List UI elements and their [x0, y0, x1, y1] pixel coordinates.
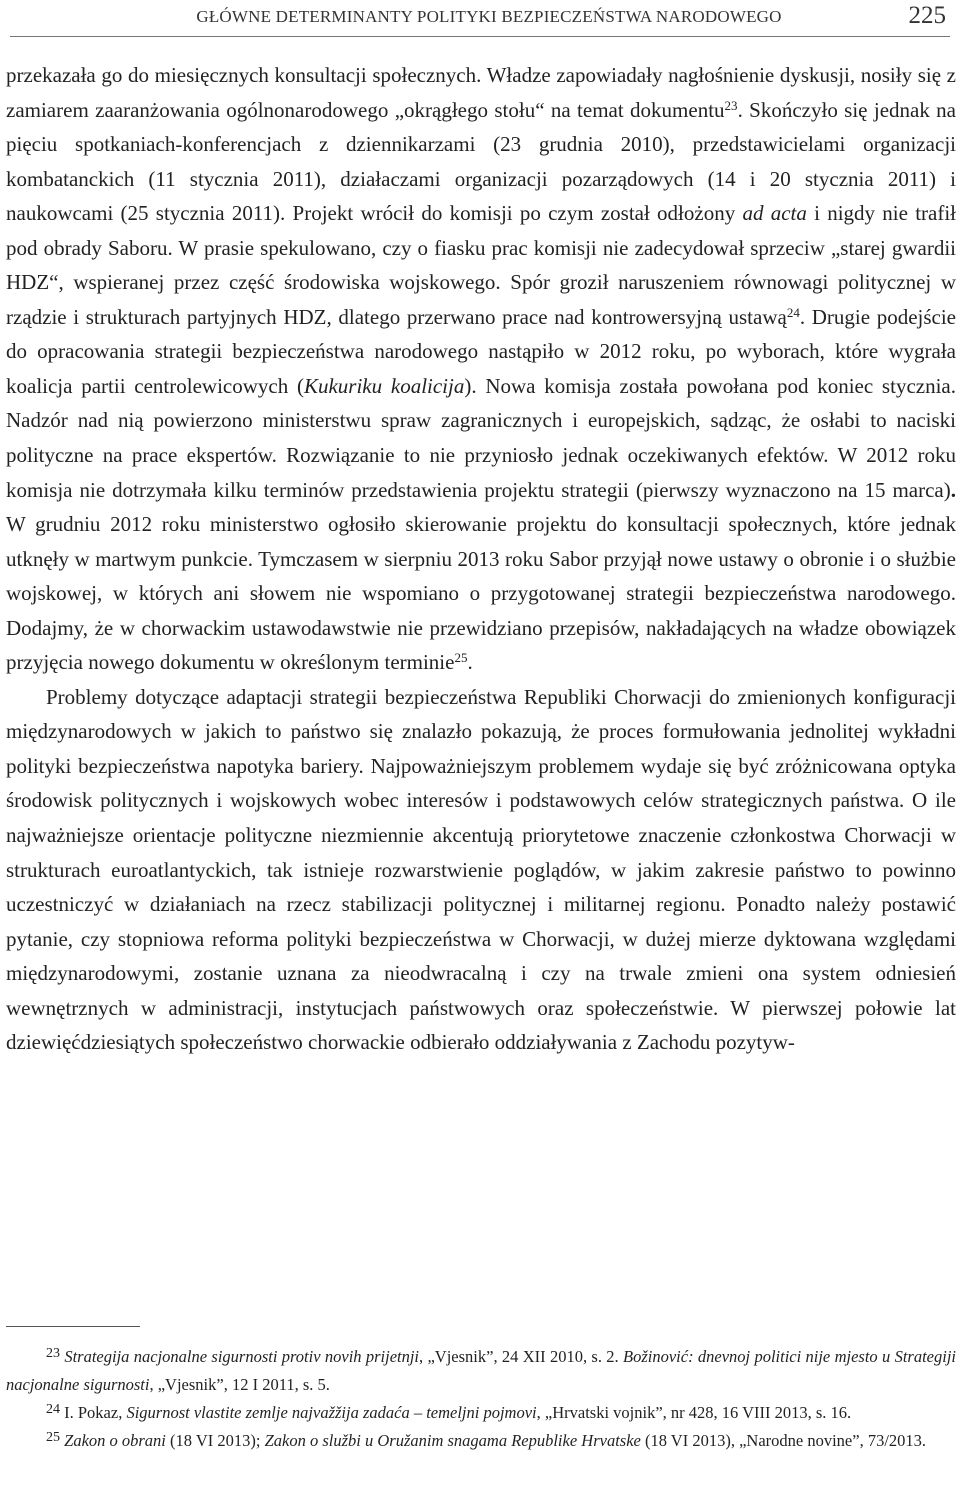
- footnote-text: , „Vjesnik”, 24 XII 2010, s. 2.: [419, 1347, 623, 1366]
- text-run: przekazała go do miesięcznych konsultacji społecznych. Władze zapowiadały nagłośnienie dyskusji, nosiły się z zamiarem zaaranżowania ogólnonarodowego „okrągłego stołu“ na temat dokumentu: [6, 63, 956, 122]
- footnote-number: 23: [46, 1346, 61, 1362]
- footnote-number: 24: [46, 1402, 61, 1418]
- text-run: .: [467, 650, 473, 675]
- footnote-text: (18 VI 2013), „Narodne novine”, 73/2013.: [640, 1431, 927, 1450]
- footnote-ref-23[interactable]: 23: [724, 97, 738, 113]
- footnote-text: , „Vjesnik”, 12 I 2011, s. 5.: [149, 1375, 330, 1394]
- footnote-italic: Božinović: dnevnoj politici nije mjesto u Strategiji nacjonalne sigurnosti: [6, 1347, 956, 1394]
- bold-period: .: [950, 477, 956, 502]
- footnote-text: I. Pokaz,: [60, 1403, 127, 1422]
- footnote-number: 25: [46, 1430, 61, 1446]
- footnotes: [6, 1343, 956, 1455]
- text-run: i nigdy nie trafił pod obrady Saboru. W prasie spekulowano, czy o fiasku prac komisji nie zadecydował sprzeciw „starej gwardii HDZ“, wspieranej przez część środowiska wojskowego. Spór groził naruszeniem równowagi politycznej w rządzie i strukturach partyjnych HDZ, dlatego przerwano prace nad kontrowersyjną ustawą: [6, 201, 956, 329]
- text-run: . Drugie podejście do opracowania strategii bezpieczeństwa narodowego nastąpiło w 2012 roku, po wyborach, które wygrała koalicja partii centrolewicowych (: [6, 304, 957, 398]
- italic-term: Kukuriku koalicija: [303, 373, 465, 398]
- footnote-text: (18 VI 2013);: [165, 1431, 265, 1450]
- text-run: W grudniu 2012 roku ministerstwo ogłosiło skierowanie projektu do konsultacji społecznych, które jednak utknęły w martwym punkcie. Tymczasem w sierpniu 2013 roku Sabor przyjął nowe ustawy o obronie i o służbie wojskowej, w których ani słowem nie wspomiano o przygotowanej strategii bezpieczeństwa narodowego. Dodajmy, że w chorwackim ustawodawstwie nie przewidziano przepisów, nakładających na władze obowiązek przyjęcia nowego dokumentu w określonym terminie: [6, 512, 956, 675]
- footnote-ref-24[interactable]: 24: [786, 304, 800, 320]
- footnote-ref-25[interactable]: 25: [454, 650, 468, 666]
- paragraph-1: [6, 58, 956, 680]
- page-number: 225: [908, 2, 946, 29]
- text-run: . Skończyło się jednak na pięciu spotkaniach-konferencjach z dziennikarzami (23 grudnia 2010), przedstawicielami organizacji kombatanckich (11 stycznia 2011), działaczami organizacji pozarządowych (14 i 20 stycznia 2011) i naukowcami (25 stycznia 2011). Projekt wrócił do komisji po czym został odłożony: [6, 97, 957, 226]
- italic-term: ad acta: [742, 201, 807, 226]
- footnote-italic: Zakon o obrani: [64, 1431, 166, 1450]
- running-title: GŁÓWNE DETERMINANTY POLITYKI BEZPIECZEŃSTWA NARODOWEGO: [196, 7, 782, 26]
- footnote-italic: Sigurnost vlastite zemlje najvažžija zadaća – temeljni pojmovi: [126, 1403, 537, 1422]
- footnote-italic: Zakon o službi u Oružanim snagama Republike Hrvatske: [264, 1431, 641, 1450]
- paragraph-2: Problemy dotyczące adaptacji strategii bezpieczeństwa Republiki Chorwacji do zmienionych konfiguracji międzynarodowych w jakich to państwo się znalazło pokazują, że proces formułowania jednolitej wykładni polityki bezpieczeństwa napotyka bariery. Najpoważniejszym problemem wydaje się być zróżnicowana optyka środowisk politycznych i wojskowych wobec interesów i podstawowych celów strategicznych państwa. O ile najważniejsze orientacje polityczne niezmiennie akcentują priorytetowe znaczenie członkostwa Chorwacji w strukturach euroatlantyckich, tak istnieje rozwarstwienie poglądów, w jakim zakresie państwo to powinno uczestniczyć w działaniach na rzecz stabilizacji politycznej i militarnej regionu. Ponadto należy postawić pytanie, czy stopniowa reforma polityki bezpieczeństwa w Chorwacji, w dużej mierze dyktowana względami międzynarodowymi, zostanie uznana za nieodwracalną i czy na trwale zmieni ona system odniesień wewnętrznych w administracji, instytucjach państwowych oraz społeczeństwie. W pierwszej połowie lat dziewięćdziesiątych społeczeństwo chorwackie odbierało oddziaływania z Zachodu pozytyw-: [6, 684, 956, 1055]
- footnote-23: [6, 1343, 956, 1399]
- footnote-25: [6, 1427, 956, 1455]
- footnote-separator: [6, 1326, 140, 1327]
- page-header: [10, 4, 950, 37]
- main-text: [6, 58, 956, 1060]
- footnote-24: [6, 1399, 956, 1427]
- footnote-text: , „Hrvatski vojnik”, nr 428, 16 VIII 2013, s. 16.: [536, 1403, 852, 1422]
- footnote-italic: Strategija nacjonalne sigurnosti protiv novih prijetnji: [64, 1347, 420, 1366]
- text-run: ). Nowa komisja została powołana pod koniec stycznia. Nadzór nad nią powierzono ministerstwu spraw zagranicznych i europejskich, sądząc, że osłabi to naciski polityczne na prace ekspertów. Rozwiązanie to nie przyniosło jednak oczekiwanych efektów. W 2012 roku komisja nie dotrzymała kilku terminów przedstawienia projektu strategii (pierwszy wyznaczono na 15 marca): [6, 373, 956, 502]
